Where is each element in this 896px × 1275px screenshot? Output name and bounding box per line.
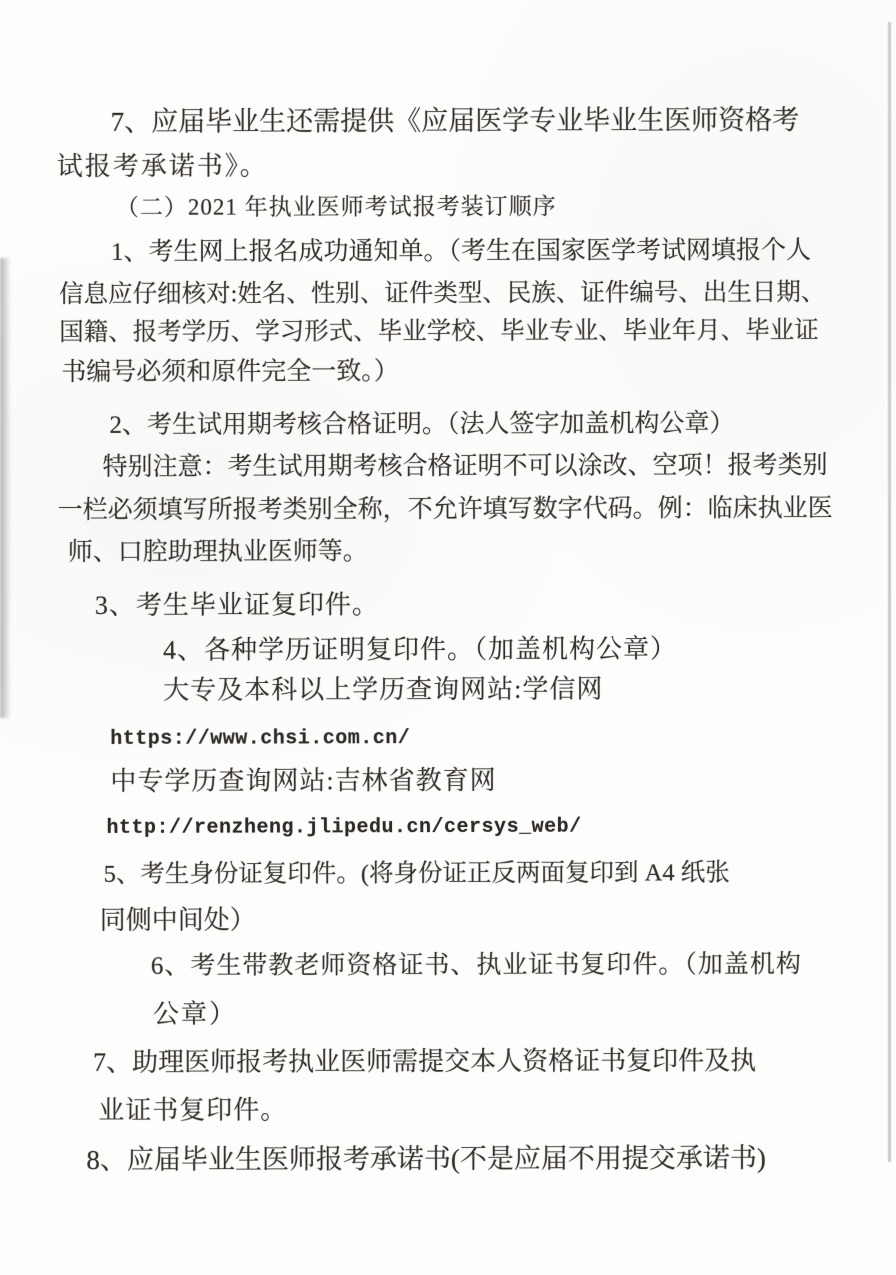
special-note-line2: 一栏必须填写所报考类别全称，不允许填写数字代码。例：临床执业医 [57,494,833,525]
zhongzhuan-site-label: 中专学历查询网站:吉林省教育网 [110,765,497,796]
item2-line1: 2、考生试用期考核合格证明。（法人签字加盖机构公章） [109,410,735,439]
url-text-jlipedu: http://renzheng.jlipedu.cn/cersys_web/ [106,815,582,840]
item6-line1: 6、考生带教老师资格证书、执业证书复印件。（加盖机构 [150,951,802,980]
item1-line3: 国籍、报考学历、学习形式、毕业学校、毕业专业、毕业年月、毕业证 [59,317,819,347]
item5-line1: 5、考生身份证复印件。(将身份证正反两面复印到 A4 纸张 [103,859,730,888]
item7-grad-line1: 7、应届毕业生还需提供《应届医学专业毕业生医师资格考 [110,105,800,137]
item7-assist-line2: 业证书复印件。 [98,1095,288,1125]
item1-line4: 书编号必须和原件完全一致。） [61,358,399,387]
item1-line2: 信息应仔细核对:姓名、性别、证件类型、民族、证件编号、出生日期、 [59,279,826,309]
special-note-line3: 师、口腔助理执业医师等。 [67,538,368,566]
special-note-line1: 特别注意：考生试用期考核合格证明不可以涂改、空项！报考类别 [102,452,828,481]
degree-site-label: 大专及本科以上学历查询网站:学信网 [163,674,604,705]
item7-grad-line2: 试报考承诺书》。 [56,151,268,182]
item8-line: 8、应届毕业生医师报考承诺书(不是应届不用提交承诺书) [86,1143,766,1175]
item5-line2: 同侧中间处） [99,905,256,935]
item3-line: 3、考生毕业证复印件。 [94,590,379,620]
item6-line2: 公章） [152,999,238,1029]
item7-assist-line1: 7、助理医师报考执业医师需提交本人资格证书复印件及执 [93,1046,757,1077]
url-text-chsi: https://www.chsi.com.cn/ [110,727,411,751]
item4-line: 4、各种学历证明复印件。（加盖机构公章） [162,634,678,665]
item1-line1: 1、考生网上报名成功通知单。（考生在国家医学考试网填报个人 [110,237,812,266]
section-heading: （二）2021 年执业医师考试报考装订顺序 [115,193,557,220]
